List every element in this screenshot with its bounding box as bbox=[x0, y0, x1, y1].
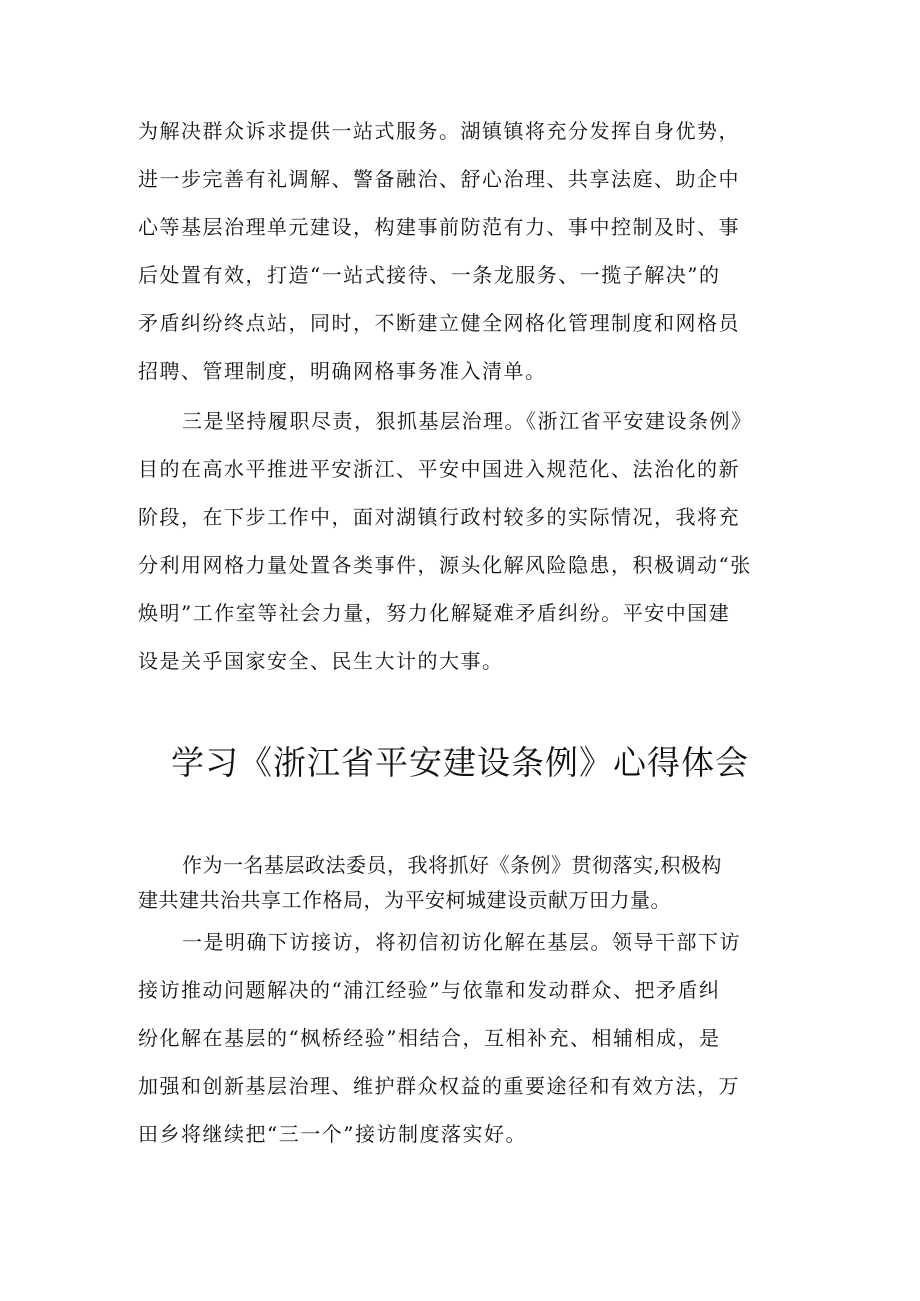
top-paragraph bbox=[138, 107, 788, 395]
paragraph-line: 分利用网格力量处置各类事件，源头化解风险隐患，积极调动“张 bbox=[138, 553, 752, 577]
paragraph-line: 设是关乎国家安全、民生大计的大事。 bbox=[138, 649, 504, 673]
paragraph-line: 矛盾纠纷终点站，同时，不断建立健全网格化管理制度和网格员 bbox=[138, 311, 740, 335]
paragraph-line: 纷化解在基层的“枫桥经验”相结合，互相补充、相辅相成，是 bbox=[138, 1026, 721, 1050]
paragraph-line: 焕明”工作室等社会力量，努力化解疑难矛盾纠纷。平安中国建 bbox=[138, 601, 731, 625]
paragraph-line: 接访推动问题解决的“浦江经验”与依靠和发动群众、把矛盾纠 bbox=[138, 978, 721, 1002]
intro-paragraph bbox=[138, 848, 788, 918]
paragraph-line: 三是坚持履职尽责，狠抓基层治理。《浙江省平安建设条例》 bbox=[182, 409, 753, 433]
article-title: 学习《浙江省平安建设条例》心得体会 bbox=[171, 743, 749, 782]
paragraph-line: 田乡将继续把“三一个”接访制度落实好。 bbox=[138, 1122, 527, 1146]
paragraph-line: 后处置有效，打造“一站式接待、一条龙服务、一揽子解决”的 bbox=[138, 263, 721, 287]
paragraph-line: 心等基层治理单元建设，构建事前防范有力、事中控制及时、事 bbox=[138, 215, 740, 239]
paragraph-line: 一是明确下访接访，将初信初访化解在基层。领导干部下访 bbox=[182, 930, 741, 954]
paragraph-line: 阶段，在下步工作中，面对湖镇行政村较多的实际情况，我将充 bbox=[138, 505, 740, 529]
first-point-paragraph bbox=[138, 918, 788, 1158]
paragraph-line: 加强和创新基层治理、维护群众权益的重要途径和有效方法，万 bbox=[138, 1074, 740, 1098]
paragraph-line: 目的在高水平推进平安浙江、平安中国进入规范化、法治化的新 bbox=[138, 457, 740, 481]
paragraph-line: 进一步完善有礼调解、警备融治、舒心治理、共享法庭、助企中 bbox=[138, 167, 740, 191]
third-point-paragraph bbox=[138, 397, 788, 685]
paragraph-line: 招聘、管理制度，明确网格事务准入清单。 bbox=[138, 359, 547, 383]
paragraph-line: 建共建共治共享工作格局，为平安柯城建设贡献万田力量。 bbox=[138, 888, 671, 912]
paragraph-line: 为解决群众诉求提供一站式服务。湖镇镇将充分发挥自身优势， bbox=[138, 119, 740, 143]
paragraph-line: 作为一名基层政法委员，我将抓好《条例》贯彻落实,积极构 bbox=[182, 853, 722, 877]
